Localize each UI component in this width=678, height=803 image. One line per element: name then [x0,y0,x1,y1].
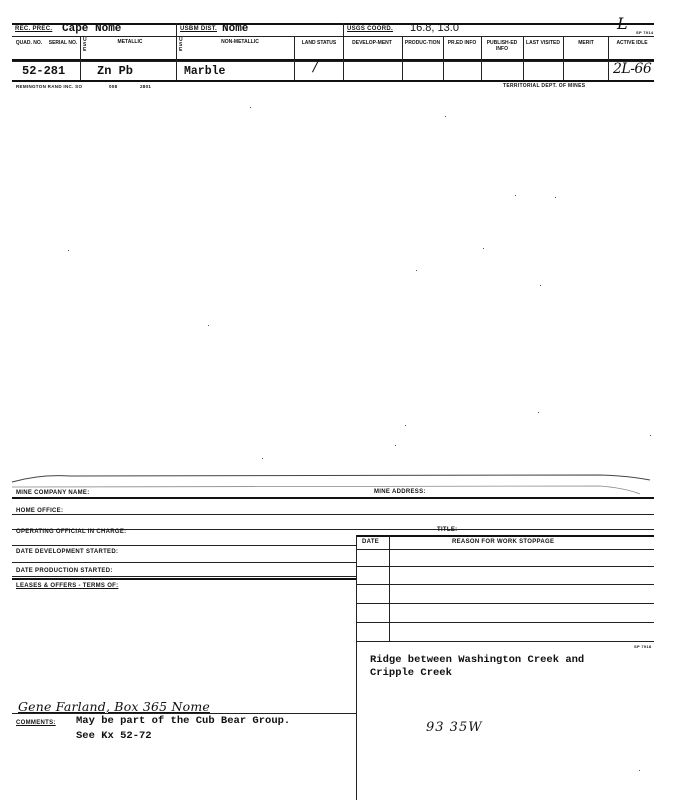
prod-started-label: DATE PRODUCTION STARTED: [16,568,113,574]
comments-line-2: See Kx 52-72 [76,730,152,742]
mine-company-label: MINE COMPANY NAME: [16,490,90,496]
header-use-metallic: U S E [83,37,87,53]
leases-label: LEASES & OFFERS - TERMS OF: [16,583,119,589]
footer-right: TERRITORIAL DEPT. OF MINES [503,83,586,89]
location-line-2: Cripple Creek [370,667,452,679]
comments-label: COMMENTS: [16,720,56,726]
footer-code1: 008 [109,84,118,89]
form-number-top: SP 7914 [636,30,654,35]
active-idle-value: 2L-66 [613,61,652,77]
location-line-1: Ridge between Washington Creek and [370,654,585,666]
card-top-edge [0,470,678,500]
reason-column-label: REASON FOR WORK STOPPAGE [452,539,555,545]
header-production: PRODUC-TION [404,40,441,46]
footer-left: REMINGTON RAND INC. SO [16,84,83,89]
header-non-metallic: NON-METALLIC [221,39,259,45]
title-label: TITLE: [437,527,458,533]
usgs-coord-label: USGS COORD. [347,26,393,32]
usbm-dist-label: USBM DIST. [180,26,218,32]
handwritten-reference: 93 35W [426,720,483,735]
usbm-dist-value: Nome [222,23,249,35]
header-pr-ed-info: PR.ED INFO [447,40,477,46]
header-merit: MERIT [578,40,594,46]
header-land-status: LAND STATUS [301,40,337,46]
handwritten-contact: Gene Farland, Box 365 Nome [18,699,210,714]
dev-started-label: DATE DEVELOPMENT STARTED: [16,549,119,555]
header-quad-no: QUAD. NO. [15,40,43,46]
header-use-nonmetallic: U S E [179,37,183,53]
mine-address-label: MINE ADDRESS: [374,489,426,495]
date-column-label: DATE [362,539,380,545]
form-number-bottom: SP 7918 [634,644,652,649]
header-last-visited: LAST VISITED [526,40,560,46]
rec-prec-value: Cape Nome [62,23,122,35]
rec-prec-label: REC. PREC. [15,26,53,32]
quad-serial-value: 52-281 [22,64,66,78]
header-development: DEVELOP-MENT [352,40,392,46]
header-metallic: METALLIC [117,39,143,45]
operating-official-label: OPERATING OFFICIAL IN CHARGE: [16,529,127,535]
corner-mark: L [617,14,628,33]
header-published-info: PUBLISH-ED INFO [486,40,518,52]
comments-line-1: May be part of the Cub Bear Group. [76,715,291,727]
usgs-coord-value: 16.8, 13.0 [410,22,459,34]
footer-code2: 2801 [140,84,152,89]
non-metallic-value: Marble [184,65,226,78]
land-status-value: / [313,57,319,75]
metallic-value: Zn Pb [97,64,134,78]
header-active-idle: ACTIVE IDLE [616,40,648,46]
header-serial-no: SERIAL NO. [48,40,78,46]
home-office-label: HOME OFFICE: [16,508,64,514]
